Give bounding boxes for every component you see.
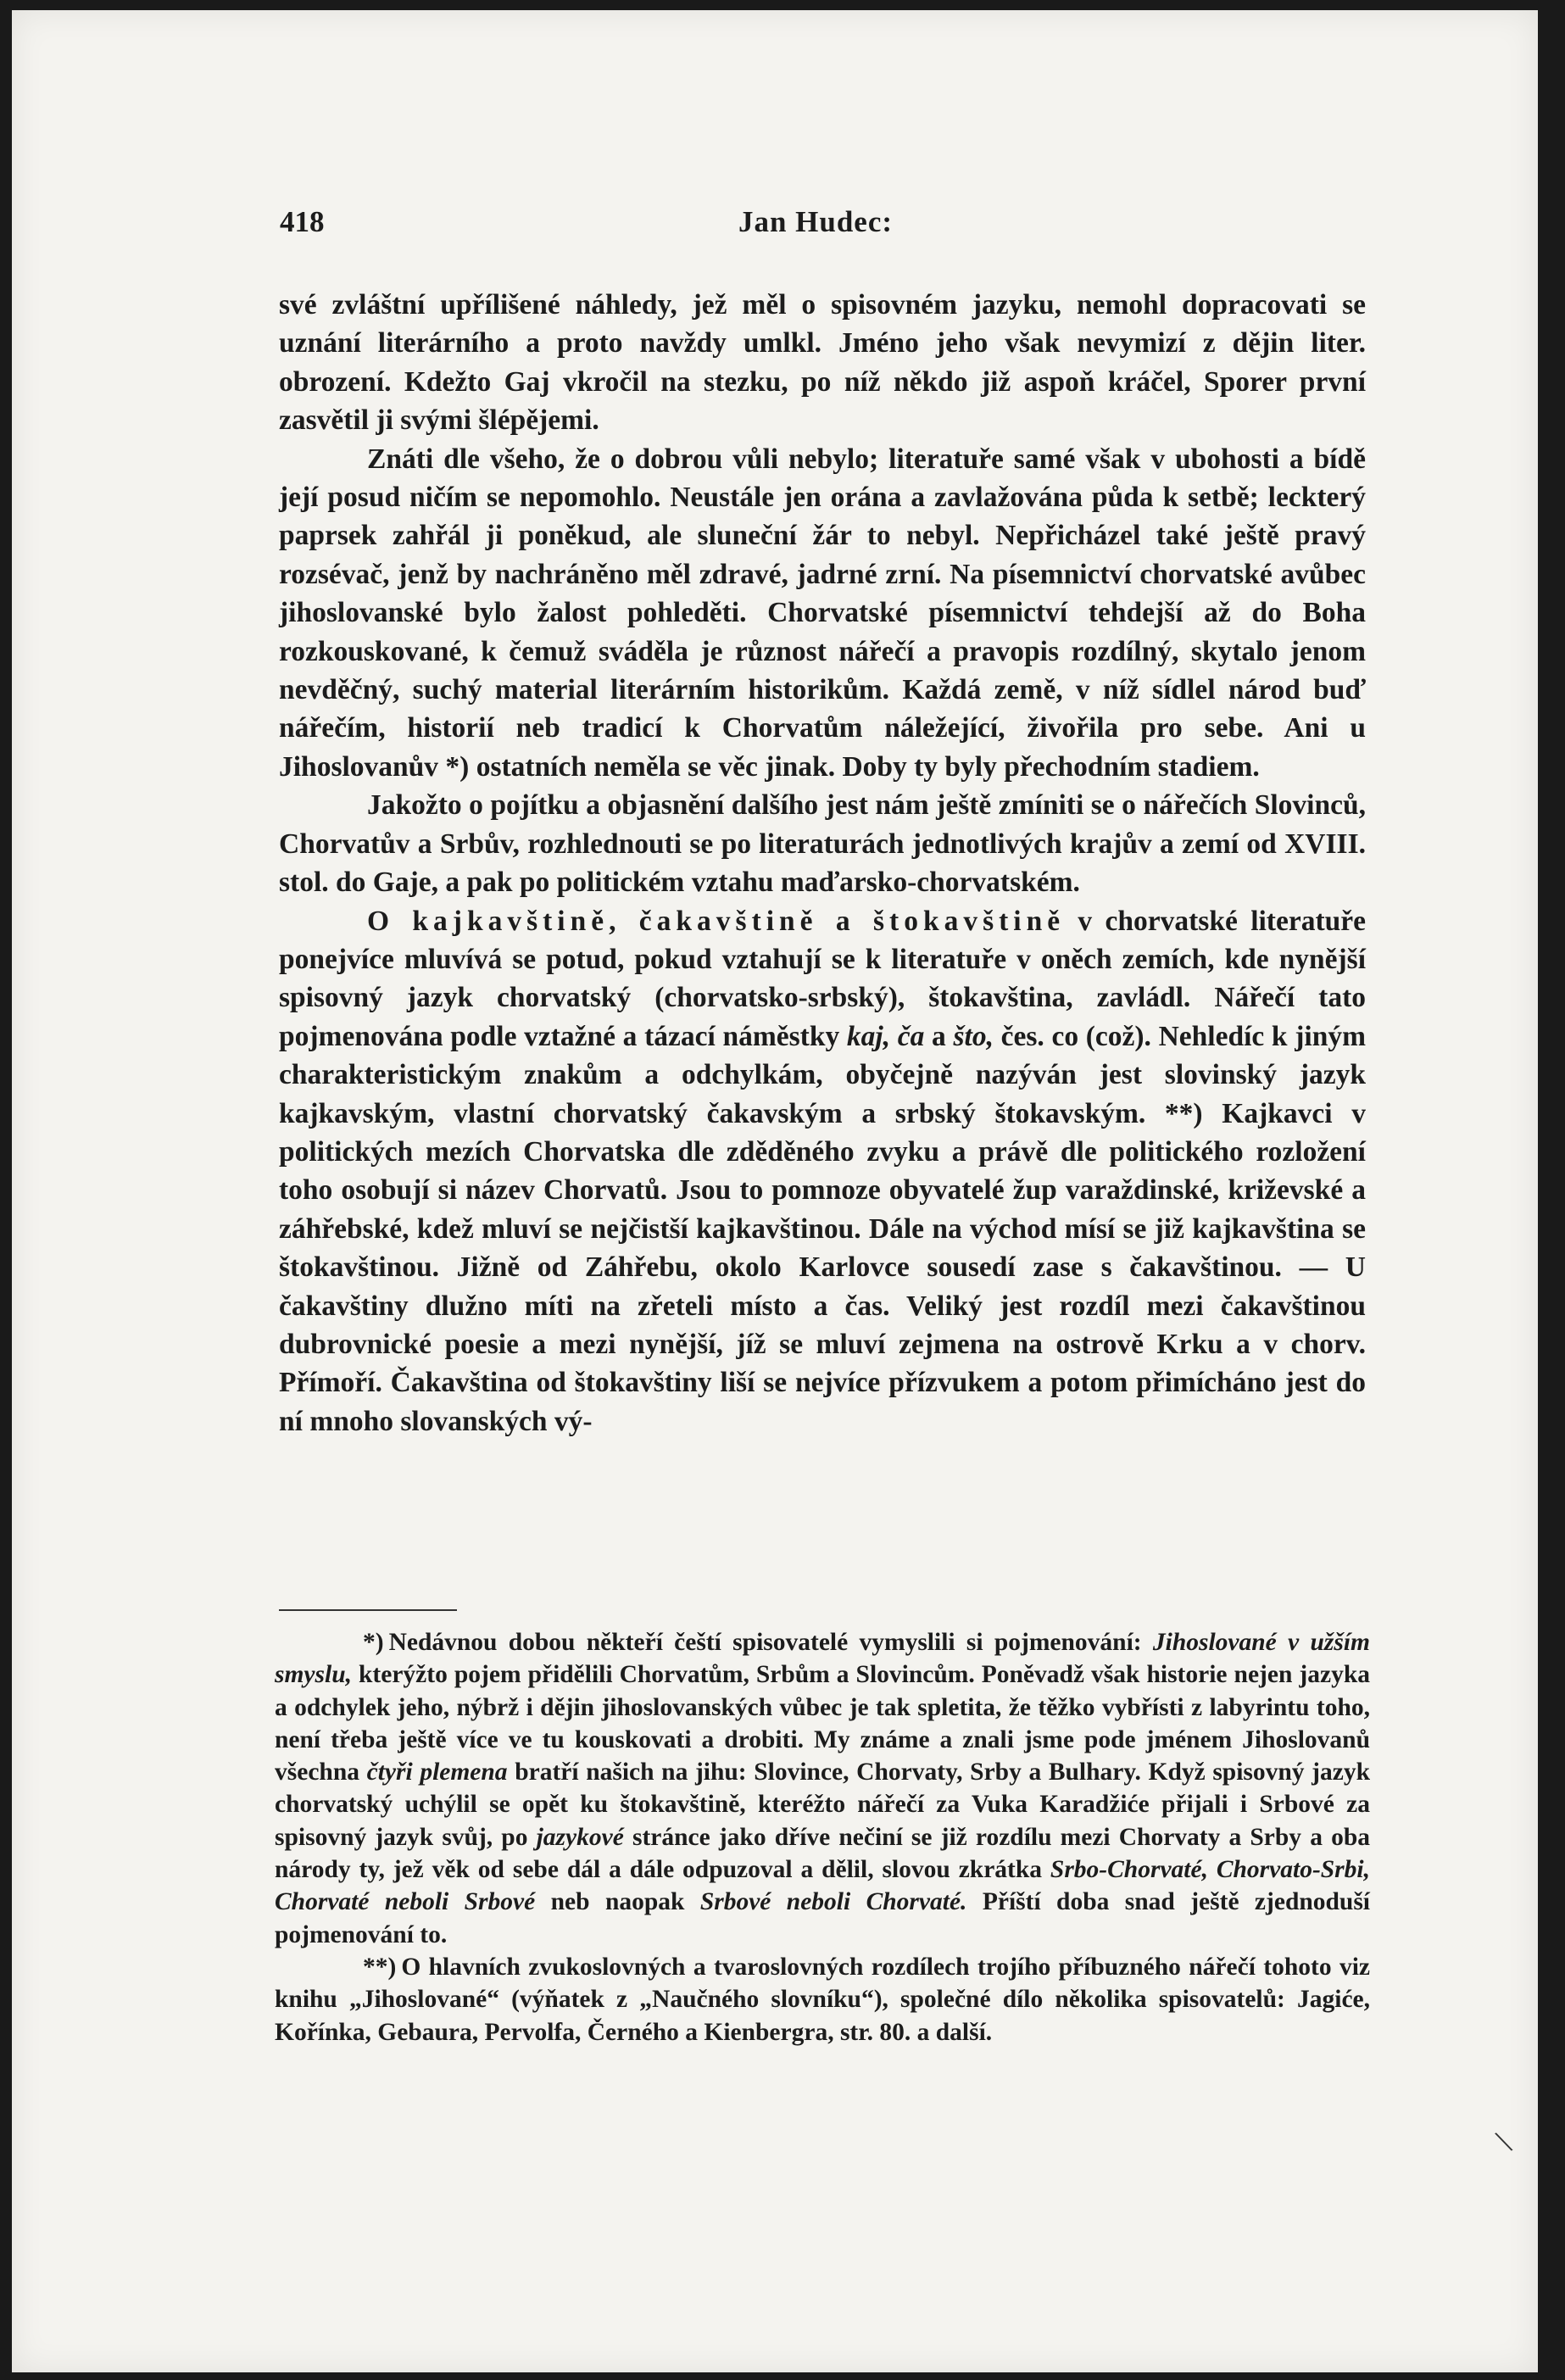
text-segment: O kajkavštině, čakavštině a štokavštině: [367, 905, 1066, 937]
footnote: [275, 1951, 1370, 2048]
text-segment: jazykové: [536, 1823, 624, 1851]
text-segment: Znáti dle všeho, že o dobrou vůli nebylo; literatuře samé však v ubohosti a bídě její posud ničím se nepomohlo. Neustále jen orána a zavlažována půda k setbě; leckterý paprsek zahřál ji poněkud, ale sluneční žár to nebyl. Nepřicházel také ještě pravý rozsévač, jenž by nachráněno měl zdravé, jadrné zrní. Na písemnictví chorvatské avůbec jihoslovanské bylo žalost pohleděti. Chorvatské písemnictví tehdejší až do Boha rozkouskované, k čemuž sváděla je různost nářečí a pravopis rozdílný, skytalo jenom nevděčný, suchý material literárním historikům. Každá země, v níž sídlel národ buď nářečím, historií neb tradicí k Chorvatům náležející, živořila pro sebe. Ani u Jihoslovanův *) ostatních neměla se věc jinak. Doby ty byly přechodním stadiem.: [279, 443, 1366, 783]
paragraph: [279, 440, 1366, 787]
footnote: [275, 1626, 1370, 1951]
paragraph: [279, 902, 1366, 1441]
paragraph: [279, 286, 1366, 440]
scan-mark: \: [1491, 2121, 1517, 2161]
footnote-marker: **): [363, 1953, 397, 1981]
page-number: 418: [280, 205, 325, 238]
text-segment: Srbo-Chorvaté, Chorvato-Srbi, Chorvaté neboli Srbové: [275, 1856, 1370, 1916]
text-segment: Jihoslované v užším smyslu,: [275, 1629, 1370, 1689]
text-segment: čes. co (což). Nehledíc k jiným charakteristickým znakům a odchylkám, obyčejně nazýván jest slovinský jazyk kajkavským, vlastní chorvatský čakavským a srbský štokavským. **) Kajkavci v politických mezích Chorvatska dle zděděného zvyku a právě dle politického rozložení toho osobují si název Chorvatů. Jsou to pomnoze obyvatelé žup varaždinské, križevské a záhřebské, kdež mluví se nejčistší kajkavštinou. Dále na východ mísí se již kajkavština se štokavštinou. Jižně od Záhřebu, okolo Karlovce sousedí zase s čakavštinou. — U čakavštiny dlužno míti na zřeteli místo a čas. Veliký jest rozdíl mezi čakavštinou dubrovnické poesie a mezi nynější, jíž se mluví zejmena na ostrově Krku a v chorv. Přímoří. Čakavština od štokavštiny liší se nejvíce přízvukem a potom přimícháno jest do ní mnoho slovanských vý-: [279, 1020, 1366, 1437]
footnotes: [275, 1626, 1370, 2048]
text-segment: Srbové neboli Chorvaté.: [699, 1888, 967, 1916]
text-segment: a: [924, 1020, 954, 1052]
footnote-marker: *): [363, 1629, 384, 1656]
book-page: [12, 10, 1538, 2372]
text-segment: kaj, ča: [846, 1020, 925, 1052]
text-segment: Nedávnou dobou někteří čeští spisovatelé vymyslili si pojmenování:: [388, 1629, 1153, 1656]
text-segment: Příští doba snad ještě zjednoduší pojmenování to.: [275, 1888, 1370, 1948]
text-segment: v chorvatské literatuře ponejvíce mluvívá se potud, pokud vztahují se k literatuře v oněch zemích, kde nynější spisovný jazyk chorvatský (chorvatsko-srbský), štokavština, zavládl. Nářečí tato pojmenována podle vztažné a tázací náměstky: [279, 905, 1366, 1052]
text-segment: kterýžto pojem přidělili Chorvatům, Srbům a Slovincům. Poněvadž však historie nejen jazyka a odchylek jeho, nýbrž i dějin jihoslovanských vůbec je tak spletita, že těžko vybřísti z labyrintu toho, není třeba ještě více ve tu kouskovati a drobiti. My známe a znali jsme pode jménem Jihoslovanů všechna: [275, 1661, 1370, 1786]
text-segment: čtyři plemena: [366, 1759, 508, 1786]
text-segment: stránce jako dříve nečiní se již rozdílu mezi Chorvaty a Srby a oba národy ty, jež věk od sebe dál a dále odpuzoval a dělil, slovou zkrátka: [275, 1823, 1370, 1884]
running-title: Jan Hudec:: [738, 205, 894, 238]
text-segment: neb naopak: [535, 1888, 700, 1916]
footnote-separator: [279, 1609, 457, 1611]
page-header: [266, 205, 1365, 239]
text-segment: Jakožto o pojítku a objasnění dalšího jest nám ještě zmíniti se o nářečích Slovinců, Chorvatův a Srbův, rozhlednouti se po literaturách jednotlivých krajův a zemí od XVIII. stol. do Gaje, a pak po politickém vztahu maďarsko-chorvatském.: [279, 789, 1366, 899]
text-segment: své zvláštní upřílišené náhledy, jež měl o spisovném jazyku, nemohl dopracovati se uznání literárního a proto navždy umlkl. Jméno jeho však nevymizí z dějin liter. obrození. Kdežto Gaj vkročil na stezku, po níž někdo již aspoň kráčel, Sporer první zasvětil ji svými šlépějemi.: [279, 289, 1366, 437]
paragraph: [279, 786, 1366, 901]
main-text: [279, 286, 1366, 1441]
text-segment: bratří našich na jihu: Slovince, Chorvaty, Srby a Bulhary. Když spisovný jazyk chorvatský uchýlil se opět ku štokavštině, kteréžto nářečí za Vuka Karadžiće přijali i Srbové za spisovný jazyk svůj, po: [275, 1759, 1371, 1851]
text-segment: što,: [953, 1020, 994, 1052]
text-segment: O hlavních zvukoslovných a tvaroslovných rozdílech trojího příbuzného nářečí tohoto viz knihu „Jihoslované“ (výňatek z „Naučného slovníku“), společné dílo několika spisovatelů: Jagiće, Kořínka, Gebaura, Pervolfa, Černého a Kienbergra, str. 80. a další.: [275, 1953, 1370, 2046]
